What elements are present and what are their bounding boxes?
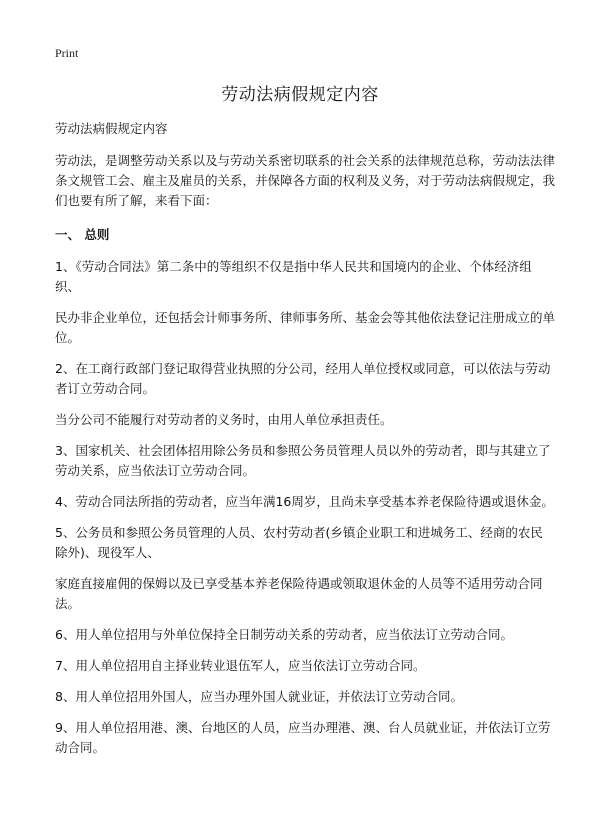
paragraph-9: 9、用人单位招用港、澳、台地区的人员，应当办理港、澳、台人员就业证，并依法订立劳动合同。	[55, 720, 551, 755]
document-subtitle: 劳动法病假规定内容	[55, 121, 168, 136]
intro-paragraph: 劳动法，是调整劳动关系以及与劳动关系密切联系的社会关系的法律规范总称，劳动法法律条文规管工会、雇主及雇员的关系，并保障各方面的权利及义务，对于劳动法病假规定，我们也要有所了解，来看下面：	[55, 153, 556, 208]
paragraph-7: 7、用人单位招用自主择业转业退伍军人，应当依法订立劳动合同。	[55, 658, 426, 673]
paragraph-3: 3、国家机关、社会团体招用除公务员和参照公务员管理人员以外的劳动者，即与其建立了劳动关系，应当依法订立劳动合同。	[55, 443, 551, 478]
page-title: 劳动法病假规定内容	[221, 85, 379, 105]
paragraph-2: 2、在工商行政部门登记取得营业执照的分公司，经用人单位授权或同意，可以依法与劳动者订立劳动合同。	[55, 361, 551, 396]
paragraph-4: 4、劳动合同法所指的劳动者，应当年满16周岁，且尚未享受基本养老保险待遇或退休金。	[55, 494, 554, 509]
paragraph-1: 1、《劳动合同法》第二条中的等组织不仅是指中华人民共和国境内的企业、个体经济组织、	[55, 259, 532, 294]
paragraph-8: 8、用人单位招用外国人，应当办理外国人就业证，并依法订立劳动合同。	[55, 689, 463, 704]
paragraph-6: 6、用人单位招用与外单位保持全日制劳动关系的劳动者，应当依法订立劳动合同。	[55, 627, 513, 642]
document-body	[55, 119, 555, 769]
paragraph-1-cont: 民办非企业单位，还包括会计师事务所、律师事务所、基金会等其他依法登记注册成立的单位。	[55, 310, 556, 345]
section-heading: 一、 总则	[55, 227, 110, 242]
print-link[interactable]: Print	[55, 46, 79, 60]
paragraph-2-cont: 当分公司不能履行对劳动者的义务时，由用人单位承担责任。	[55, 412, 393, 427]
paragraph-5-cont: 家庭直接雇佣的保姆以及已享受基本养老保险待遇或领取退休金的人员等不适用劳动合同法。	[55, 576, 543, 611]
paragraph-5: 5、公务员和参照公务员管理的人员、农村劳动者(乡镇企业职工和进城务工、经商的农民除外)、现役军人、	[55, 525, 543, 560]
